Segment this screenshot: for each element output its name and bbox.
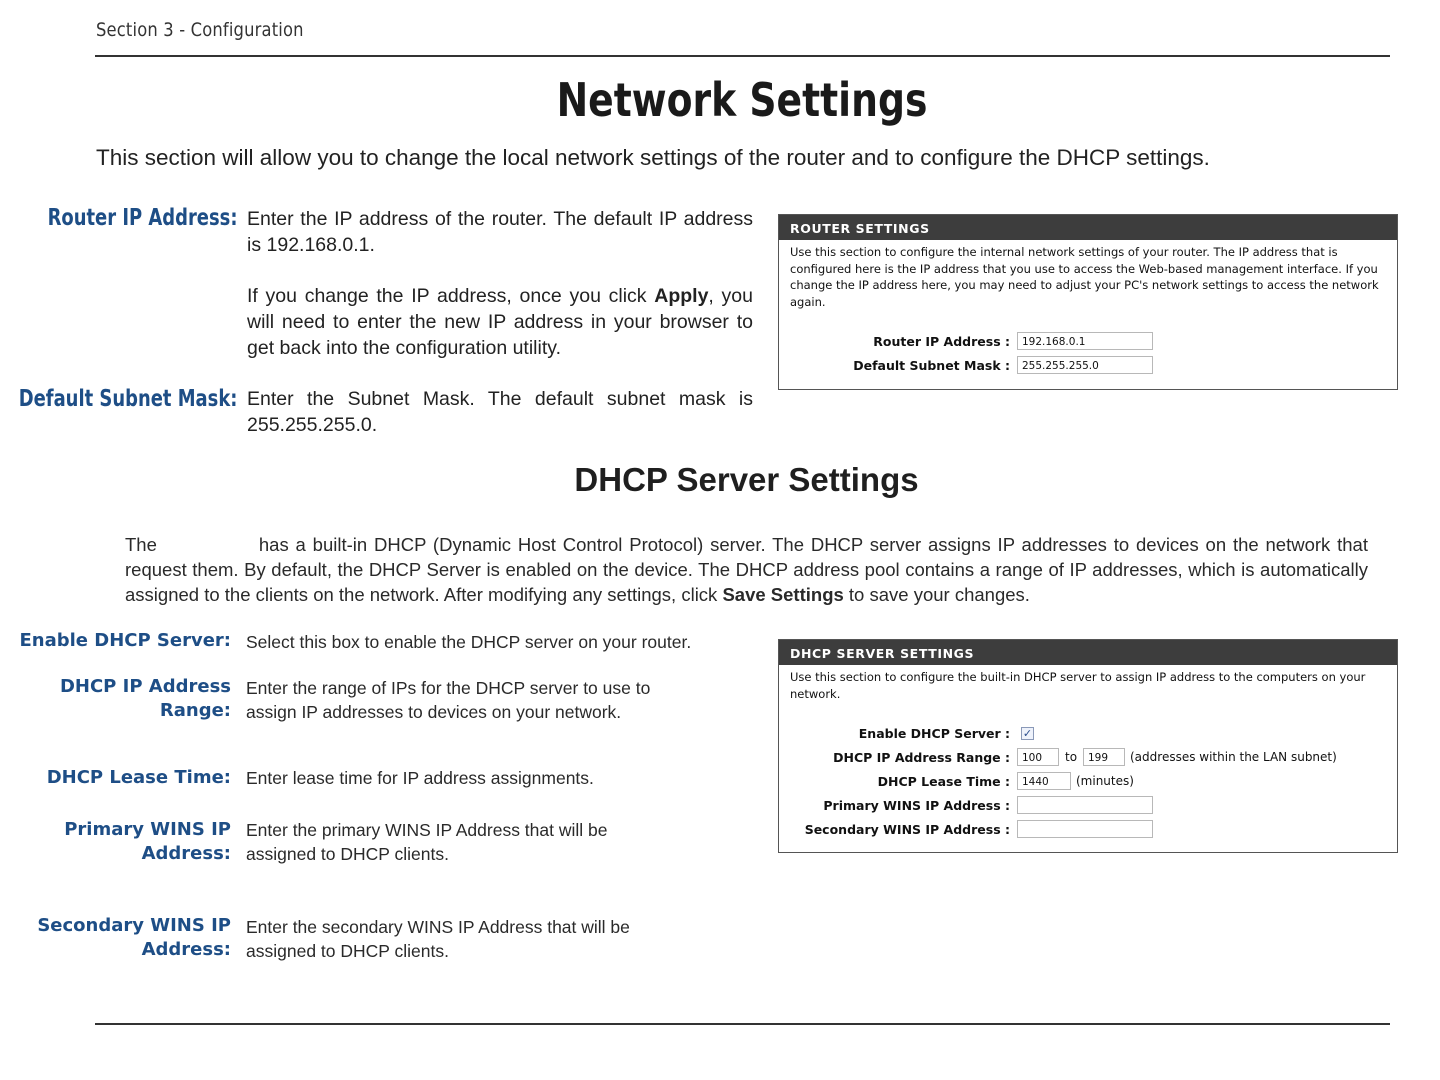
router-settings-title: ROUTER SETTINGS xyxy=(779,215,1397,240)
lease-time-input[interactable]: 1440 xyxy=(1017,772,1071,790)
term-dhcp-range: DHCP IP Address Range: xyxy=(59,676,231,721)
section-header: Section 3 - Configuration xyxy=(96,19,304,41)
enable-dhcp-label: Enable DHCP Server : xyxy=(858,726,1010,741)
secondary-wins-input[interactable] xyxy=(1017,820,1153,838)
range-end-input[interactable]: 199 xyxy=(1083,748,1125,766)
lease-unit: (minutes) xyxy=(1076,774,1134,788)
top-divider xyxy=(95,55,1390,57)
range-note: (addresses within the LAN subnet) xyxy=(1130,750,1337,764)
desc-router-ip: Enter the IP address of the router. The default IP address is 192.168.0.1. xyxy=(247,208,753,256)
term-dhcp-lease: DHCP Lease Time: xyxy=(46,767,231,788)
enable-dhcp-row xyxy=(779,724,1397,744)
dhcp-lease-label: DHCP Lease Time : xyxy=(877,774,1010,789)
page-title: Network Settings xyxy=(556,73,928,127)
bottom-divider xyxy=(95,1023,1390,1025)
primary-wins-row xyxy=(779,796,1397,816)
subnet-mask-label: Default Subnet Mask : xyxy=(853,358,1010,373)
dhcp-settings-title: DHCP SERVER SETTINGS xyxy=(779,640,1397,665)
desc-router-ip-apply: If you change the IP address, once you click Apply, you will need to enter the new IP address in your browser to get back into the configuration utility. xyxy=(247,285,753,359)
term-router-ip: Router IP Address: xyxy=(47,205,237,231)
dhcp-intro: The has a built-in DHCP (Dynamic Host Control Protocol) server. The DHCP server assigns IP addresses to devices on the network that request them. By default, the DHCP Server is enabled on the device. The DHCP address pool contains a range of IP addresses, which is automatically assigned to the clients on the network. After modifying any settings, click Save Settings to save your changes. xyxy=(125,534,1368,605)
dhcp-settings-panel xyxy=(778,639,1398,853)
apply-emphasis: Apply xyxy=(654,285,709,307)
range-to-text: to xyxy=(1065,750,1078,764)
router-ip-row xyxy=(779,332,1397,352)
desc-primary-wins: Enter the primary WINS IP Address that will be assigned to DHCP clients. xyxy=(246,820,608,864)
secondary-wins-row xyxy=(779,820,1397,840)
desc-dhcp-lease: Enter lease time for IP address assignments. xyxy=(246,768,594,788)
term-enable-dhcp: Enable DHCP Server: xyxy=(19,630,231,651)
router-ip-input[interactable]: 192.168.0.1 xyxy=(1017,332,1153,350)
term-subnet-mask: Default Subnet Mask: xyxy=(18,386,237,412)
primary-wins-label: Primary WINS IP Address : xyxy=(823,798,1010,813)
desc-dhcp-range: Enter the range of IPs for the DHCP server to use to assign IP addresses to devices on your network. xyxy=(246,678,651,722)
secondary-wins-label: Secondary WINS IP Address : xyxy=(804,822,1010,837)
subnet-mask-input[interactable]: 255.255.255.0 xyxy=(1017,356,1153,374)
router-settings-panel xyxy=(778,214,1398,390)
subnet-mask-row xyxy=(779,356,1397,376)
dhcp-range-row xyxy=(779,748,1397,768)
desc-secondary-wins: Enter the secondary WINS IP Address that will be assigned to DHCP clients. xyxy=(246,917,630,961)
desc-subnet-mask: Enter the Subnet Mask. The default subnet mask is 255.255.255.0. xyxy=(247,388,753,436)
page-intro: This section will allow you to change the local network settings of the router and to configure the DHCP settings. xyxy=(96,145,1210,170)
dhcp-range-label: DHCP IP Address Range : xyxy=(833,750,1010,765)
range-start-input[interactable]: 100 xyxy=(1017,748,1059,766)
router-ip-label: Router IP Address : xyxy=(873,334,1010,349)
primary-wins-input[interactable] xyxy=(1017,796,1153,814)
enable-dhcp-checkbox[interactable] xyxy=(1021,727,1034,740)
check-icon: ✓ xyxy=(1022,727,1033,740)
term-secondary-wins: Secondary WINS IP Address: xyxy=(37,915,231,960)
term-primary-wins: Primary WINS IP Address: xyxy=(64,819,231,864)
desc-enable-dhcp: Select this box to enable the DHCP server on your router. xyxy=(246,632,692,652)
dhcp-lease-row xyxy=(779,772,1397,792)
dhcp-settings-text: Use this section to configure the built-in DHCP server to assign IP address to the computers on your network. xyxy=(790,670,1366,701)
save-settings-emphasis: Save Settings xyxy=(722,584,844,605)
dhcp-section-title: DHCP Server Settings xyxy=(574,461,919,498)
router-settings-text: Use this section to configure the internal network settings of your router. The IP address that is configured here is the IP address that you use to access the Web-based management interface. If you change the IP address here, you may need to adjust your PC's network settings to access the network again. xyxy=(790,245,1379,309)
